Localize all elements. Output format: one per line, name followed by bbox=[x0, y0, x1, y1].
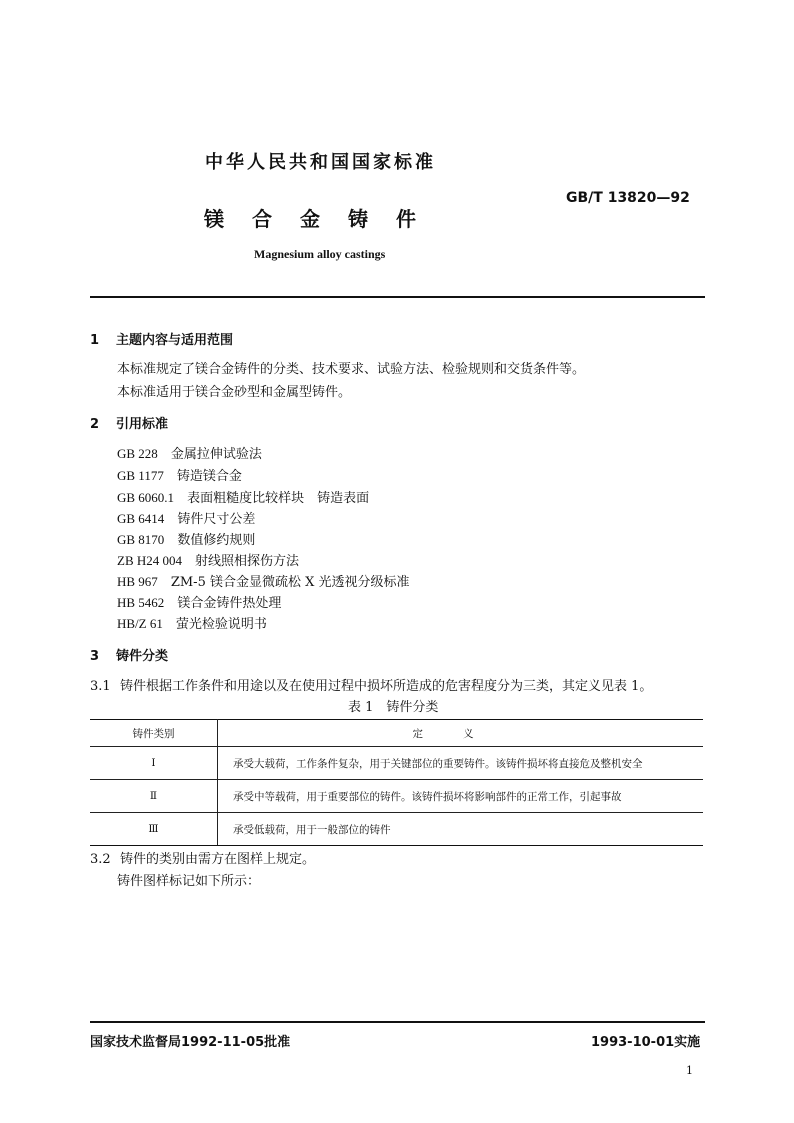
page-number: 1 bbox=[686, 1064, 693, 1077]
reference-code: GB 8170 bbox=[117, 532, 165, 547]
reference-title: 金属拉伸试验法 bbox=[170, 447, 262, 462]
reference-code: HB/Z 61 bbox=[117, 616, 163, 631]
clause-number: 3.1 bbox=[90, 679, 111, 694]
approval-line: 国家技术监督局1992-11-05批准 bbox=[90, 1035, 291, 1050]
section-title: 引用标准 bbox=[116, 417, 169, 432]
section-2-heading bbox=[90, 413, 168, 432]
reference-item bbox=[117, 465, 242, 484]
reference-item bbox=[117, 613, 267, 632]
reference-title: 铸造镁合金 bbox=[176, 469, 242, 484]
reference-code: HB 967 bbox=[117, 574, 158, 589]
reference-item bbox=[117, 487, 369, 506]
document-title: 镁合金铸件 bbox=[204, 207, 444, 231]
category-cell: Ⅲ bbox=[90, 813, 218, 846]
table-header-row bbox=[90, 720, 703, 747]
document-subtitle: Magnesium alloy castings bbox=[254, 247, 386, 261]
category-cell: Ⅱ bbox=[90, 780, 218, 813]
reference-title: 数值修约规则 bbox=[177, 533, 256, 548]
clause-text: 铸件根据工作条件和用途以及在使用过程中损坏所造成的危害程度分为三类，其定义见表 1。 bbox=[120, 679, 653, 694]
category-cell: Ⅰ bbox=[90, 747, 218, 780]
table-caption: 表 1 铸件分类 bbox=[348, 700, 439, 715]
section-3-heading bbox=[90, 645, 168, 664]
table-row bbox=[90, 780, 703, 813]
reference-code: GB 228 bbox=[117, 446, 158, 461]
section-number: 2 bbox=[90, 417, 100, 432]
definition-cell: 承受低载荷，用于一般部位的铸件 bbox=[218, 813, 704, 846]
table-row bbox=[90, 813, 703, 846]
paragraph: 本标准适用于镁合金砂型和金属型铸件。 bbox=[117, 385, 352, 400]
reference-title: 射线照相探伤方法 bbox=[195, 554, 300, 569]
definition-cell: 承受大载荷，工作条件复杂，用于关键部位的重要铸件。该铸件损坏将直接危及整机安全 bbox=[218, 747, 704, 780]
header-divider bbox=[90, 296, 705, 298]
column-header-definition: 定义 bbox=[218, 720, 704, 747]
reference-code: GB 6060.1 bbox=[117, 490, 175, 505]
paragraph: 本标准规定了镁合金铸件的分类、技术要求、试验方法、检验规则和交货条件等。 bbox=[117, 362, 586, 377]
reference-title: 镁合金铸件热处理 bbox=[177, 596, 282, 611]
clause-3-2 bbox=[90, 848, 315, 867]
reference-item bbox=[117, 443, 262, 462]
reference-item bbox=[117, 529, 255, 548]
reference-code: HB 5462 bbox=[117, 595, 165, 610]
reference-code: GB 1177 bbox=[117, 468, 164, 483]
column-header-category: 铸件类别 bbox=[90, 720, 218, 747]
reference-item bbox=[117, 592, 281, 611]
clause-number: 3.2 bbox=[90, 852, 111, 867]
clause-3-1 bbox=[90, 675, 652, 694]
reference-code: ZB H24 004 bbox=[117, 553, 182, 568]
section-number: 3 bbox=[90, 649, 100, 664]
section-title: 铸件分类 bbox=[116, 649, 169, 664]
reference-item bbox=[117, 550, 299, 569]
section-number: 1 bbox=[90, 333, 100, 348]
issuing-organization: 中华人民共和国国家标准 bbox=[205, 152, 436, 173]
standard-number: GB/T 13820—92 bbox=[566, 190, 690, 206]
implementation-date: 1993-10-01实施 bbox=[591, 1035, 701, 1050]
section-1-heading bbox=[90, 329, 233, 348]
reference-title: 表面粗糙度比较样块 铸造表面 bbox=[187, 491, 370, 506]
classification-table bbox=[90, 719, 703, 846]
reference-title: 萤光检验说明书 bbox=[175, 617, 267, 632]
reference-item bbox=[117, 571, 410, 590]
paragraph: 铸件图样标记如下所示： bbox=[117, 874, 261, 889]
clause-text: 铸件的类别由需方在图样上规定。 bbox=[120, 852, 316, 867]
reference-code: GB 6414 bbox=[117, 511, 165, 526]
reference-title: ZM-5 镁合金显微疏松 X 光透视分级标准 bbox=[170, 575, 410, 590]
footer-divider bbox=[90, 1021, 705, 1023]
reference-item bbox=[117, 508, 255, 527]
reference-title: 铸件尺寸公差 bbox=[177, 512, 256, 527]
table-row bbox=[90, 747, 703, 780]
section-title: 主题内容与适用范围 bbox=[116, 333, 234, 348]
definition-cell: 承受中等载荷，用于重要部位的铸件。该铸件损坏将影响部件的正常工作，引起事故 bbox=[218, 780, 704, 813]
